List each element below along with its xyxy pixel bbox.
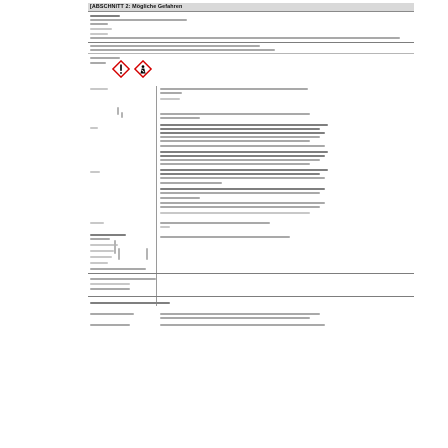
row-label [90,88,108,90]
row-label [90,313,134,315]
row-label [90,238,110,240]
text-line [160,136,320,138]
mark [146,248,148,260]
text-line [160,159,320,161]
text-line [90,283,130,285]
text-line [160,313,320,315]
text-line [160,324,325,326]
text-line [90,28,112,30]
text-line [160,226,170,228]
section-header-bar [88,3,414,12]
text-line [160,128,320,130]
text-line [90,45,260,47]
text-line [160,117,200,119]
text-line [160,182,222,184]
text-line [90,62,106,64]
text-line [90,37,400,39]
mark [121,112,123,118]
text-line [160,124,328,126]
text-line [160,236,290,238]
text-line [160,192,320,194]
row-label [90,171,100,173]
text-line [90,57,120,59]
row-label [90,268,146,270]
ghs-health-hazard-icon [134,60,152,78]
text-line [90,49,275,51]
text-line [160,177,325,179]
text-line [160,317,310,319]
row-label [90,262,108,264]
divider [88,42,414,43]
row-label [90,324,130,326]
text-line [160,88,308,90]
text-line [160,155,325,157]
divider [88,273,414,274]
divider [88,53,414,54]
text-line [160,173,320,175]
mark [117,107,119,115]
text-line [160,197,200,199]
mark [118,248,120,260]
text-line [160,206,320,208]
row-label [90,234,126,236]
text-line [160,163,310,165]
text-line [90,33,108,35]
text-line [90,278,156,280]
row-label [90,250,114,252]
text-line [160,92,182,94]
text-line [160,140,310,142]
text-line [160,113,310,115]
mark [114,240,116,254]
text-line [90,23,108,25]
text-line [160,169,328,171]
text-line [160,222,270,224]
text-line [90,15,120,17]
text-line [160,151,328,153]
text-line [160,202,325,204]
row-label [90,256,112,258]
subsection-heading [90,302,170,304]
text-line [135,19,187,21]
text-line [160,188,325,190]
ghs-exclamation-mark-icon [112,60,130,78]
divider [88,296,414,297]
text-line [160,145,325,147]
section-title: [ABSCHNITT 2: Mögliche Gefahren [90,4,183,10]
text-line [160,98,180,100]
text-line [160,132,325,134]
row-label [90,127,98,129]
text-line [160,212,310,214]
text-line [90,288,130,290]
row-label [90,222,104,224]
